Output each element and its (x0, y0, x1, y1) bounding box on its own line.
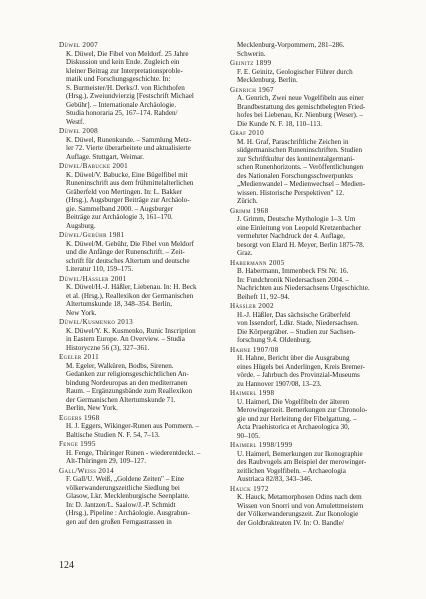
bibliography-entry (230, 302, 393, 345)
entry-text-line: Berlin, New York. (66, 404, 118, 412)
entry-text-line: H.-J. Häßler, Das sächsische Gräberfeld (237, 310, 351, 319)
entry-text-line: Beiheft 11, 92–94. (237, 292, 290, 301)
entry-key: Düwel/Babucke 2001 (59, 162, 129, 170)
entry-key: Genrich 1967 (230, 85, 274, 94)
bibliography-column-right (230, 41, 393, 528)
entry-key: Graf 2010 (230, 129, 264, 137)
entry-text-line: Gedanken zur religionsgeschichtlichen An- (66, 370, 189, 378)
bibliography-entry (59, 414, 222, 440)
bibliography-entry (59, 467, 222, 527)
entry-text-line: et al. (Hrsg.), Reallexikon der Germanischen (66, 291, 194, 300)
entry-text-line: Augsburg. (66, 221, 96, 230)
page-number: 124 (59, 560, 74, 571)
entry-text-line: Brandbestattung des gemischtbelegten Fried- (237, 102, 366, 111)
bibliography-entry (230, 441, 393, 484)
entry-key: Hahne 1907/08 (230, 345, 279, 354)
entry-text-line: Auflage. Stuttgart, Weimar. (66, 152, 144, 161)
entry-text-line: gen auf den großen Ferngastrassen in (66, 517, 172, 526)
entry-text-line: H. Hahne, Bericht über die Ausgrabung (237, 354, 350, 362)
entry-text-line: der Goldbrakteaten IV. In: O. Bandle/ (237, 518, 344, 527)
entry-text-line: Studia honoraria 25, 167–174. Rahden/ (66, 109, 178, 117)
entry-text-line: Die Kunde N. F. 18, 110–113. (237, 119, 323, 128)
bibliography-entry (59, 440, 222, 466)
entry-text-line: Runeninschrift aus dem frühmittelalterlichen (66, 179, 194, 187)
entry-text-line: K. Düwel/V. Babucke, Eine Bügelfibel mit (66, 170, 188, 179)
entry-text-line: Westf. (66, 117, 85, 126)
entry-text-line: bindung Nordeuropas an den mediterranen (66, 378, 188, 387)
entry-text-line: K. Düwel, Die Fibel von Meldorf. 25 Jahre (66, 49, 189, 58)
entry-key: Düwel 2008 (59, 127, 99, 135)
entry-text-line: Zürich. (237, 197, 258, 205)
bibliography-entry (59, 231, 222, 274)
entry-text-line: Beiträge zur Archäologie 3, 161–170. (66, 213, 173, 221)
entry-text-line: Diskussion und kein Ende. Zugleich ein (66, 58, 180, 66)
entry-text-line: matik und Forschungsgeschichte. In: (66, 75, 171, 83)
bibliography-entry (230, 259, 393, 302)
bibliography-entry (230, 59, 393, 85)
entry-text-line: eines Hügels bei Anderlingen, Kreis Bremer- (237, 362, 365, 371)
bibliography-entry (230, 86, 393, 129)
entry-text-line: K. Düwel/Y. K. Kusmenko, Runic Inscription (66, 326, 196, 335)
entry-text-line: K. Düwel/M. Gebühr, Die Fibel von Meldorf (66, 239, 194, 248)
entry-text-line: M. Egeler, Walküren, Bodbs, Sirenen. (66, 361, 174, 370)
entry-text-line: H. Fenge, Thüringer Runen - wiederentdeckt. – (66, 448, 201, 457)
entry-key: Eggers 1968 (59, 413, 100, 422)
entry-text-line: südgermanischen Runeninschriften. Studien (237, 146, 363, 154)
entry-key: Haimerl 1998 (230, 389, 275, 397)
entry-text-line: (Hrsg.), Pipeline : Archäologie. Ausgrabun- (66, 509, 190, 517)
entry-text-line: des Raubvogels am Beispiel der merowinger- (237, 458, 367, 466)
bibliography-column-left (59, 41, 222, 527)
entry-text-line: Schwerin. (237, 49, 266, 58)
entry-key: Düwel 2007 (59, 41, 99, 49)
entry-text-line: völkerwanderungszeitliche Siedlung bei (66, 483, 180, 492)
entry-text-line: J. Grimm, Deutsche Mythologie 1–3. Um (237, 215, 356, 223)
entry-key: Geinitz 1899 (230, 59, 272, 67)
entry-text-line: hofes bei Liebenau, Kr. Nienburg (Weser). – (237, 111, 363, 119)
entry-text-line: zu Hannover 1907/08, 13–23. (237, 379, 322, 388)
bibliography-entry (59, 162, 222, 230)
entry-text-line: eine Einleitung von Leopold Kretzenbacher (237, 223, 362, 232)
entry-text-line: kleiner Beitrag zur Interpretationsproble- (66, 66, 183, 75)
entry-text-line: Raum. – Ergänzungsbände zum Reallexikon (66, 387, 193, 395)
entry-text-line: Mecklenburg-Vorpommern, 281–286. (237, 41, 345, 49)
entry-text-line: H. J. Eggers, Wikinger-Runen aus Pommern. – (66, 422, 200, 430)
entry-key: Düwel/Hässler 2001 (59, 274, 127, 283)
entry-text-line: (Hrsg.), Zweiundvierzig [Festschrift Michael (66, 92, 194, 100)
entry-text-line: Historyczne 56 (3), 327–361. (66, 343, 150, 352)
entry-text-line: schrift für deutsches Altertum und deutsche (66, 256, 190, 265)
entry-key: Düwel/Kusmenko 2013 (59, 318, 133, 326)
entry-text-line: Gräberfeld von Mertingen. In: L. Bakker (66, 187, 183, 196)
entry-text-line: B. Habermann, Immenbeck FSt Nr. 16. (237, 267, 349, 275)
entry-text-line: zur Schriftkultur des kontinentalgermani- (237, 154, 355, 163)
bibliography-entry (230, 346, 393, 389)
entry-text-line: zeitlichen Vogelfibeln. – Archaeologia (237, 466, 346, 475)
entry-text-line: New York. (66, 308, 97, 317)
entry-text-line: wissen. Historische Perspektiven" 12. (237, 188, 345, 197)
entry-text-line: gie und zur Herleitung der Fibelgattung. – (237, 414, 357, 423)
entry-key: Hässler 2002 (230, 302, 274, 310)
bibliography-entry (59, 275, 222, 318)
entry-key: Egeler 2011 (59, 353, 99, 361)
entry-text-line: vermehrter Nachdruck der 4. Auflage, (237, 232, 345, 240)
entry-key: Haimerl 1998/1999 (230, 441, 293, 449)
entry-text-line: Merowingerzeit. Bemerkungen zur Chronolo- (237, 406, 368, 414)
entry-text-line: Baltische Studien N. F. 54, 7–13. (66, 430, 160, 439)
entry-text-line: S. Burmeister/H. Derks/J. von Richthofen (66, 83, 185, 92)
entry-text-line: des Nationalen Forschungsschwerpunkts (237, 171, 353, 180)
entry-text-line: F. Gall/U. Weiß, „Goldene Zeiten" – Eine (66, 475, 185, 483)
entry-text-line: der Völkerwanderungszeit. Zur Ikonologie (237, 510, 359, 518)
bibliography-entry (59, 353, 222, 413)
entry-text-line: In: Fundchronik Niedersachsen 2004. – (237, 275, 350, 284)
bibliography-entry (230, 41, 393, 58)
entry-text-line: „Medienwandel – Medienwechsel – Medien- (237, 180, 366, 188)
entry-key: Düwel/Gebühr 1981 (59, 231, 125, 239)
entry-text-line: Altertumskunde 18, 348–354. Berlin, (66, 300, 173, 308)
entry-text-line: M. H. Graf, Paraschriftliche Zeichen in (237, 137, 349, 146)
entry-text-line: in Eastern Europe. An Overview. – Studia (66, 335, 185, 343)
bibliography-entry (59, 41, 222, 126)
entry-text-line: K. Düwel/H.-J. Häßler, Liebenau. In: H. Beck (66, 283, 197, 291)
entry-text-line: Die Körpergräber. – Studien zur Sachsen- (237, 327, 356, 336)
entry-text-line: Literatur 110, 159–175. (66, 265, 134, 273)
entry-text-line: (Hrsg.), Augsburger Beiträge zur Archäolo- (66, 196, 190, 204)
bibliography-entry (230, 129, 393, 206)
entry-text-line: Glasow, Lkr. Mecklenburgische Seenplatte. (66, 492, 190, 500)
entry-text-line: von Issendorf, Ldkr. Stade, Niedersachsen. (237, 319, 359, 327)
entry-text-line: und die Anfänge der Runenschrift. – Zeit- (66, 248, 185, 256)
entry-text-line: Wissen von Snorri und von Amulettmeistern (237, 501, 364, 510)
entry-text-line: der Germanischen Altertumskunde 71. (66, 395, 176, 404)
entry-text-line: A. Genrich, Zwei neue Vogelfibeln aus einer (237, 94, 364, 102)
entry-text-line: In: D. Jantzen/L. Saalow/J.-P. Schmidt (66, 500, 176, 509)
entry-text-line: Mecklenburg. Berlin. (237, 76, 298, 84)
entry-text-line: gie. Sammelband 2000. – Augsburger (66, 204, 174, 213)
bibliography-entry (230, 485, 393, 528)
entry-text-line: Austriaca 82/83, 343–346. (237, 475, 313, 483)
entry-key: Fenge 1995 (59, 440, 96, 448)
entry-text-line: ler 72. Vierte überarbeitete und aktualisierte (66, 144, 191, 152)
entry-key: Grimm 1968 (230, 206, 269, 215)
entry-key: Gall/Weiss 2014 (59, 466, 114, 475)
bibliography-entry (59, 127, 222, 161)
entry-text-line: K. Hauck, Metamorphosen Odins nach dem (237, 493, 362, 501)
entry-text-line: 90–105. (237, 431, 261, 440)
entry-text-line: vörde. – Jahrbuch des Provinzial-Museums (237, 371, 360, 379)
entry-text-line: forschung 9.4. Oldenburg. (237, 336, 312, 344)
entry-text-line: Graz. (237, 249, 253, 257)
bibliography-entry (230, 389, 393, 440)
entry-text-line: Gebühr]. – Internationale Archäologie. (66, 100, 177, 109)
entry-text-line: F. E. Geinitz, Geologischer Führer durch (237, 67, 353, 76)
entry-text-line: U. Haimerl, Bemerkungen zur Ikonographie (237, 449, 363, 458)
entry-text-line: besorgt von Elard H. Meyer, Berlin 1875-78. (237, 240, 365, 249)
entry-text-line: Alt-Thüringen 29, 109–127. (66, 457, 146, 465)
entry-text-line: Acta Praehistorica et Archaeologica 30, (237, 423, 350, 431)
entry-text-line: K. Düwel, Runenkunde. – Sammlung Metz- (66, 135, 192, 144)
entry-key: Hauck 1972 (230, 484, 269, 493)
entry-text-line: U. Haimerl, Die Vogelfibeln der älteren (237, 397, 350, 406)
bibliography-entry (230, 207, 393, 258)
entry-text-line: schen Runenhorizonts. – Veröffentlichungen (237, 163, 364, 171)
entry-key: Habermann 2005 (230, 258, 285, 267)
bibliography-entry (59, 318, 222, 352)
entry-text-line: Nachrichten aus Niedersachsens Urgeschichte. (237, 284, 370, 292)
